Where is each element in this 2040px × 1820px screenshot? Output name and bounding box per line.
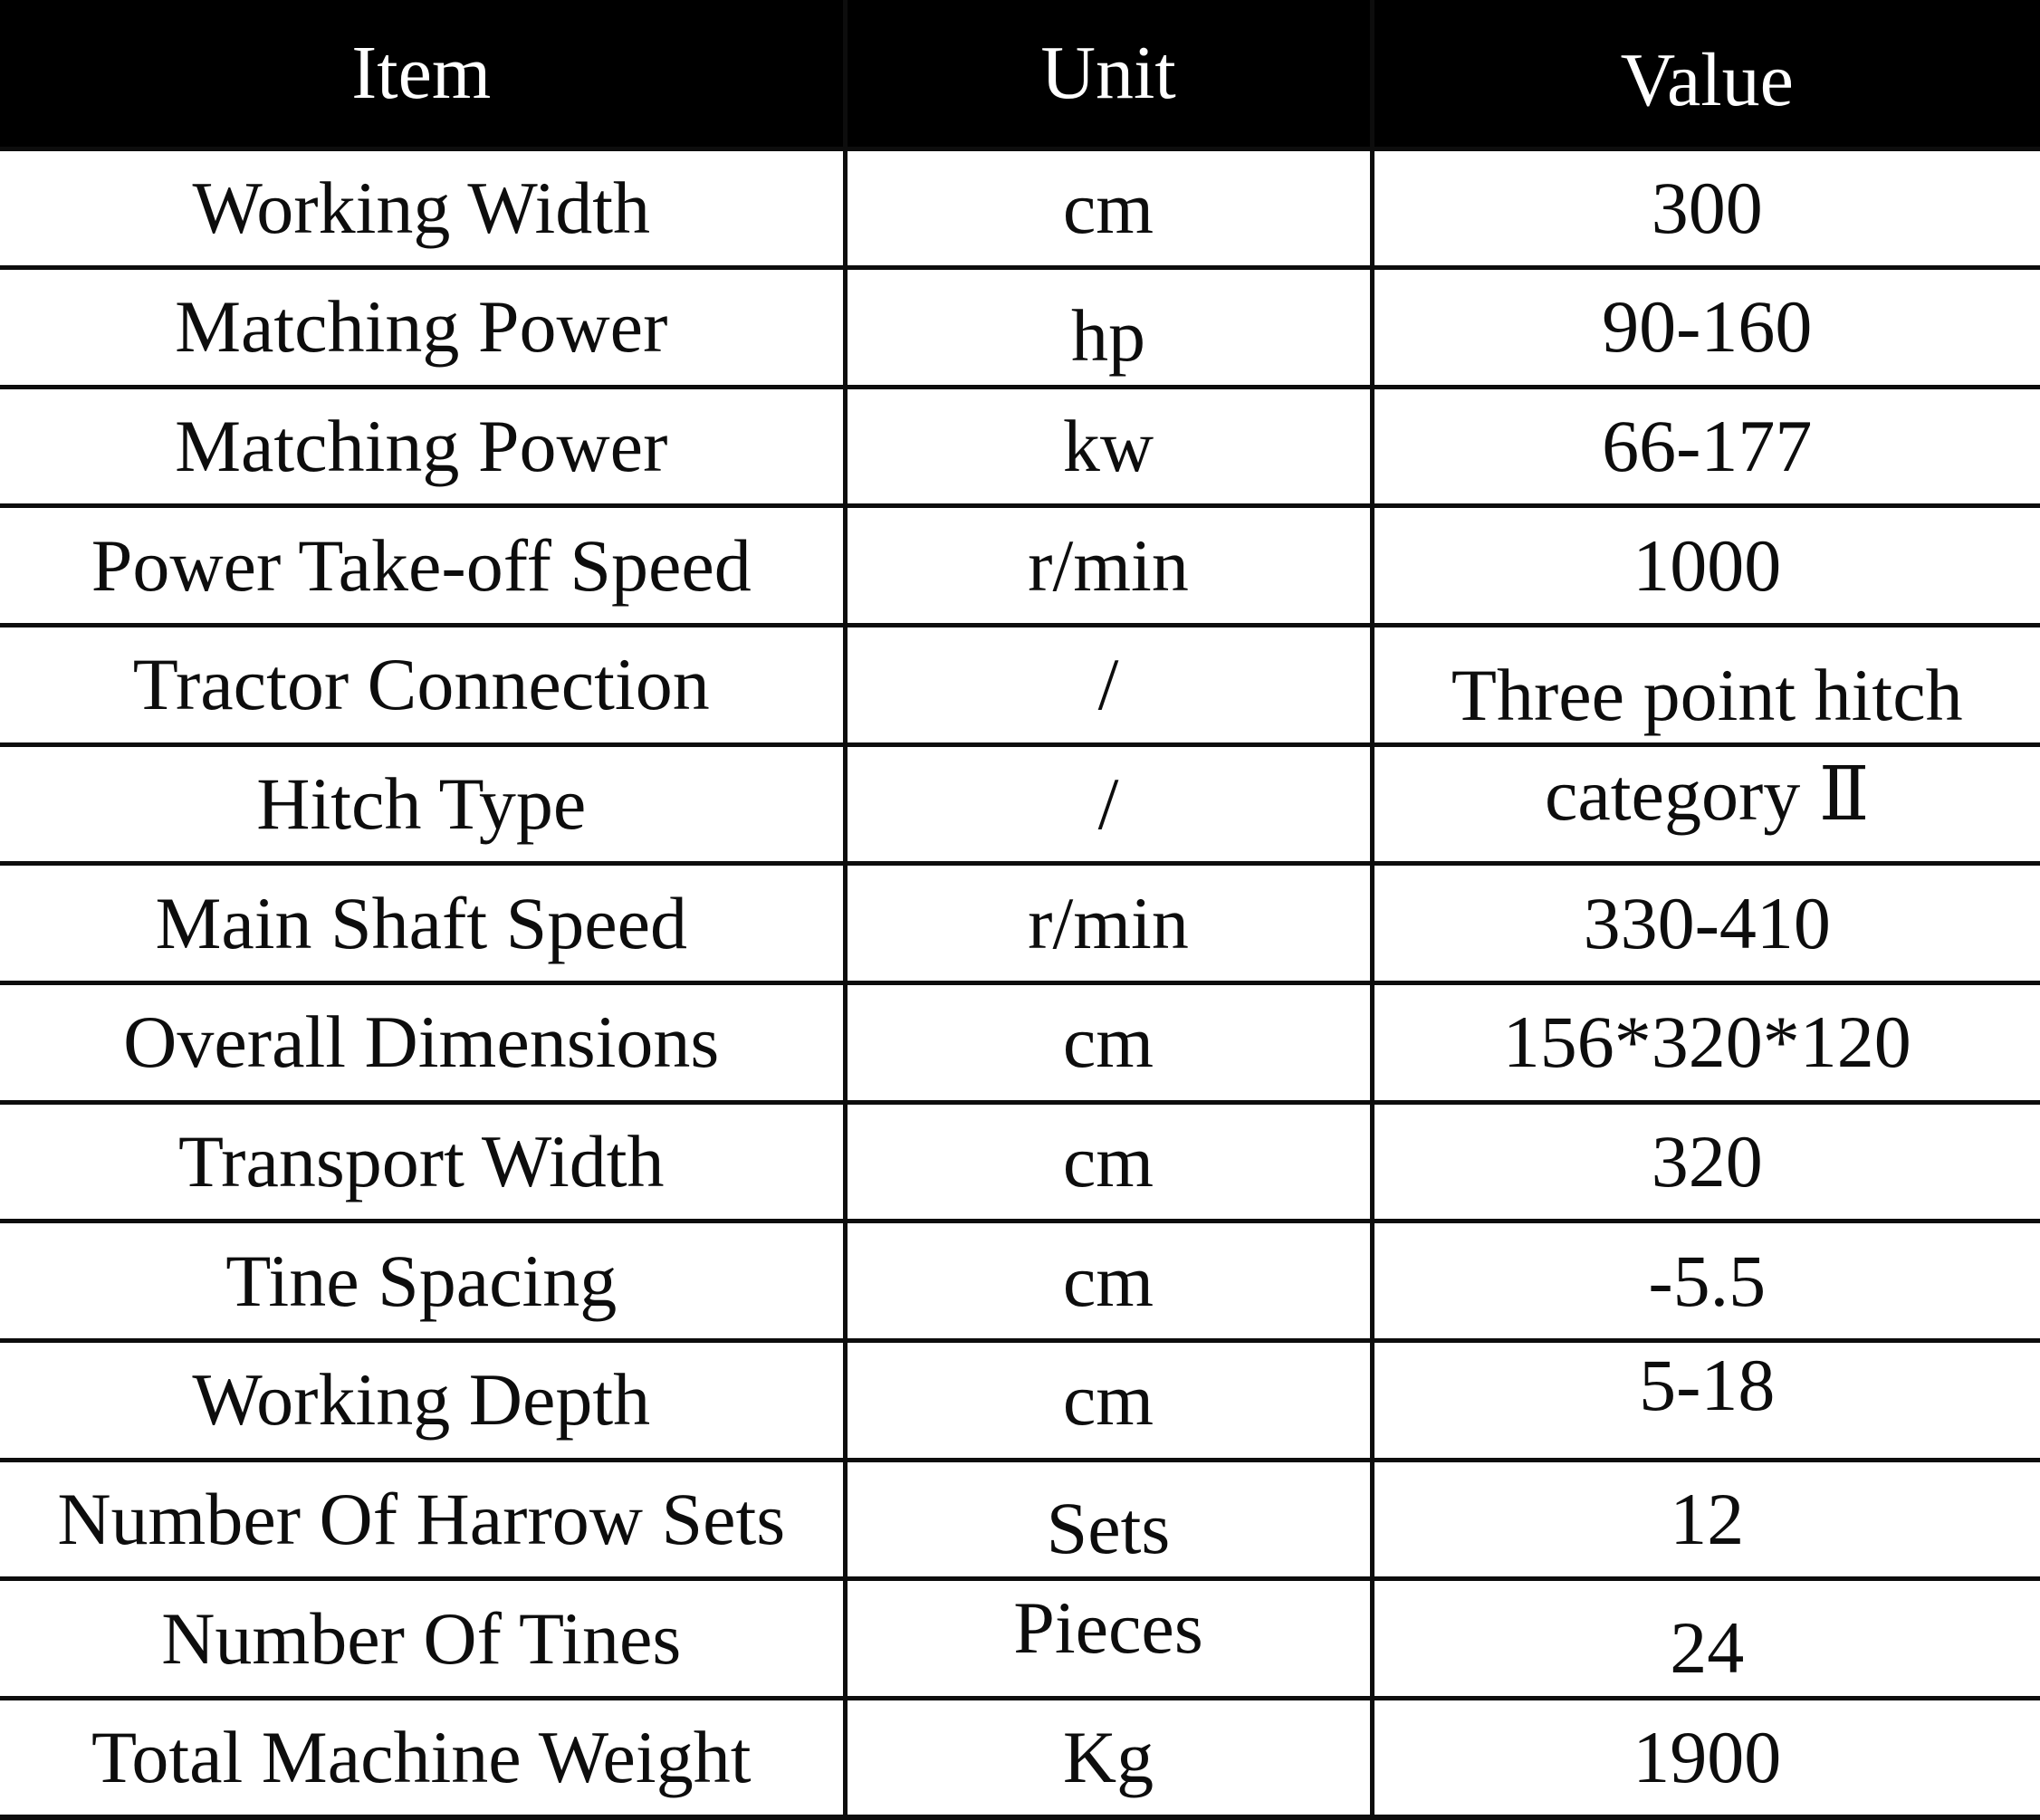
cell-value-text: 12 bbox=[1670, 1477, 1745, 1560]
table-row bbox=[0, 1221, 2040, 1341]
cell-unit-text: r/min bbox=[1028, 523, 1189, 607]
table-row bbox=[0, 1698, 2040, 1817]
cell-value-text: 66-177 bbox=[1602, 405, 1813, 488]
cell-unit-text: Pieces bbox=[1013, 1585, 1203, 1669]
table-row bbox=[0, 982, 2040, 1102]
table-row bbox=[0, 1579, 2040, 1699]
cell-item-text: Overall Dimensions bbox=[123, 1001, 720, 1084]
cell-value bbox=[1372, 982, 2040, 1102]
cell-value bbox=[1372, 148, 2040, 268]
cell-unit bbox=[845, 387, 1372, 506]
table-row bbox=[0, 1102, 2040, 1221]
cell-item-text: Main Shaft Speed bbox=[155, 881, 688, 964]
cell-value-text: category Ⅱ bbox=[1544, 753, 1870, 837]
cell-unit-text: cm bbox=[1062, 166, 1154, 249]
cell-item-text: Tine Spacing bbox=[225, 1239, 618, 1322]
cell-value-text: 90-160 bbox=[1602, 285, 1813, 369]
column-header-unit bbox=[845, 0, 1372, 148]
cell-item bbox=[0, 268, 845, 388]
cell-unit bbox=[845, 148, 1372, 268]
cell-item bbox=[0, 1698, 845, 1817]
cell-item-text: Transport Width bbox=[177, 1119, 665, 1202]
cell-unit bbox=[845, 1221, 1372, 1341]
cell-item-text: Number Of Tines bbox=[161, 1596, 682, 1680]
cell-item bbox=[0, 1579, 845, 1699]
cell-unit bbox=[845, 1102, 1372, 1221]
cell-value bbox=[1372, 506, 2040, 626]
cell-value-text: -5.5 bbox=[1648, 1239, 1767, 1322]
table-row bbox=[0, 626, 2040, 745]
cell-item bbox=[0, 387, 845, 506]
cell-item-text: Tractor Connection bbox=[132, 643, 710, 726]
cell-item-text: Working Width bbox=[192, 166, 651, 249]
cell-item-text: Total Machine Weight bbox=[91, 1715, 752, 1798]
cell-item bbox=[0, 1102, 845, 1221]
cell-item bbox=[0, 506, 845, 626]
cell-value-text: 5-18 bbox=[1639, 1344, 1776, 1427]
cell-item bbox=[0, 1340, 845, 1460]
cell-item-text: Working Depth bbox=[192, 1358, 651, 1442]
column-header-item-label: Item bbox=[351, 31, 492, 116]
cell-item-text: Hitch Type bbox=[256, 762, 587, 846]
cell-unit-text: r/min bbox=[1028, 881, 1189, 964]
table-row bbox=[0, 864, 2040, 983]
cell-value-text: 1000 bbox=[1633, 523, 1782, 607]
table-row bbox=[0, 744, 2040, 864]
cell-unit bbox=[845, 864, 1372, 983]
cell-unit-text: Kg bbox=[1062, 1715, 1154, 1798]
cell-value-text: 156*320*120 bbox=[1502, 1001, 1911, 1084]
cell-value bbox=[1372, 1698, 2040, 1817]
cell-unit bbox=[845, 268, 1372, 388]
cell-unit bbox=[845, 1460, 1372, 1579]
column-header-item bbox=[0, 0, 845, 148]
cell-item-text: Number Of Harrow Sets bbox=[57, 1477, 786, 1560]
cell-value bbox=[1372, 268, 2040, 388]
cell-value bbox=[1372, 1340, 2040, 1460]
cell-unit bbox=[845, 982, 1372, 1102]
cell-unit bbox=[845, 626, 1372, 745]
cell-unit-text: hp bbox=[1071, 294, 1145, 378]
cell-value-text: 320 bbox=[1651, 1119, 1763, 1202]
cell-value bbox=[1372, 626, 2040, 745]
column-header-unit-label: Unit bbox=[1040, 31, 1176, 116]
cell-value-text: 300 bbox=[1651, 166, 1763, 249]
table-row bbox=[0, 1460, 2040, 1579]
cell-unit-text: cm bbox=[1062, 1239, 1154, 1322]
cell-unit-text: cm bbox=[1062, 1119, 1154, 1202]
column-header-value bbox=[1372, 0, 2040, 148]
cell-item bbox=[0, 864, 845, 983]
cell-unit bbox=[845, 506, 1372, 626]
cell-unit-text: / bbox=[1097, 762, 1119, 846]
table-row bbox=[0, 387, 2040, 506]
cell-value bbox=[1372, 1102, 2040, 1221]
cell-value bbox=[1372, 387, 2040, 506]
table-header bbox=[0, 0, 2040, 148]
table-row bbox=[0, 1340, 2040, 1460]
cell-item-text: Power Take-off Speed bbox=[91, 523, 752, 607]
table-row bbox=[0, 148, 2040, 268]
cell-value bbox=[1372, 1460, 2040, 1579]
table-body bbox=[0, 148, 2040, 1817]
header-row bbox=[0, 0, 2040, 148]
cell-value bbox=[1372, 1579, 2040, 1699]
cell-unit-text: Sets bbox=[1046, 1486, 1171, 1569]
cell-value-text: 24 bbox=[1670, 1605, 1745, 1689]
cell-value bbox=[1372, 744, 2040, 864]
cell-unit bbox=[845, 1579, 1372, 1699]
cell-value-text: 1900 bbox=[1633, 1715, 1782, 1798]
cell-item bbox=[0, 744, 845, 864]
cell-unit bbox=[845, 1698, 1372, 1817]
cell-item bbox=[0, 982, 845, 1102]
cell-value-text: 330-410 bbox=[1583, 881, 1831, 964]
cell-value bbox=[1372, 864, 2040, 983]
table-row bbox=[0, 506, 2040, 626]
cell-item bbox=[0, 148, 845, 268]
cell-unit bbox=[845, 744, 1372, 864]
cell-unit-text: cm bbox=[1062, 1001, 1154, 1084]
cell-value-text: Three point hitch bbox=[1451, 654, 1963, 737]
cell-item bbox=[0, 1460, 845, 1579]
cell-item bbox=[0, 1221, 845, 1341]
column-header-value-label: Value bbox=[1620, 38, 1794, 123]
cell-value bbox=[1372, 1221, 2040, 1341]
cell-unit-text: / bbox=[1097, 643, 1119, 726]
table-row bbox=[0, 268, 2040, 388]
cell-item-text: Matching Power bbox=[175, 285, 668, 369]
cell-item bbox=[0, 626, 845, 745]
cell-unit-text: kw bbox=[1062, 405, 1154, 488]
cell-unit-text: cm bbox=[1062, 1358, 1154, 1442]
cell-item-text: Matching Power bbox=[175, 405, 668, 488]
cell-unit bbox=[845, 1340, 1372, 1460]
